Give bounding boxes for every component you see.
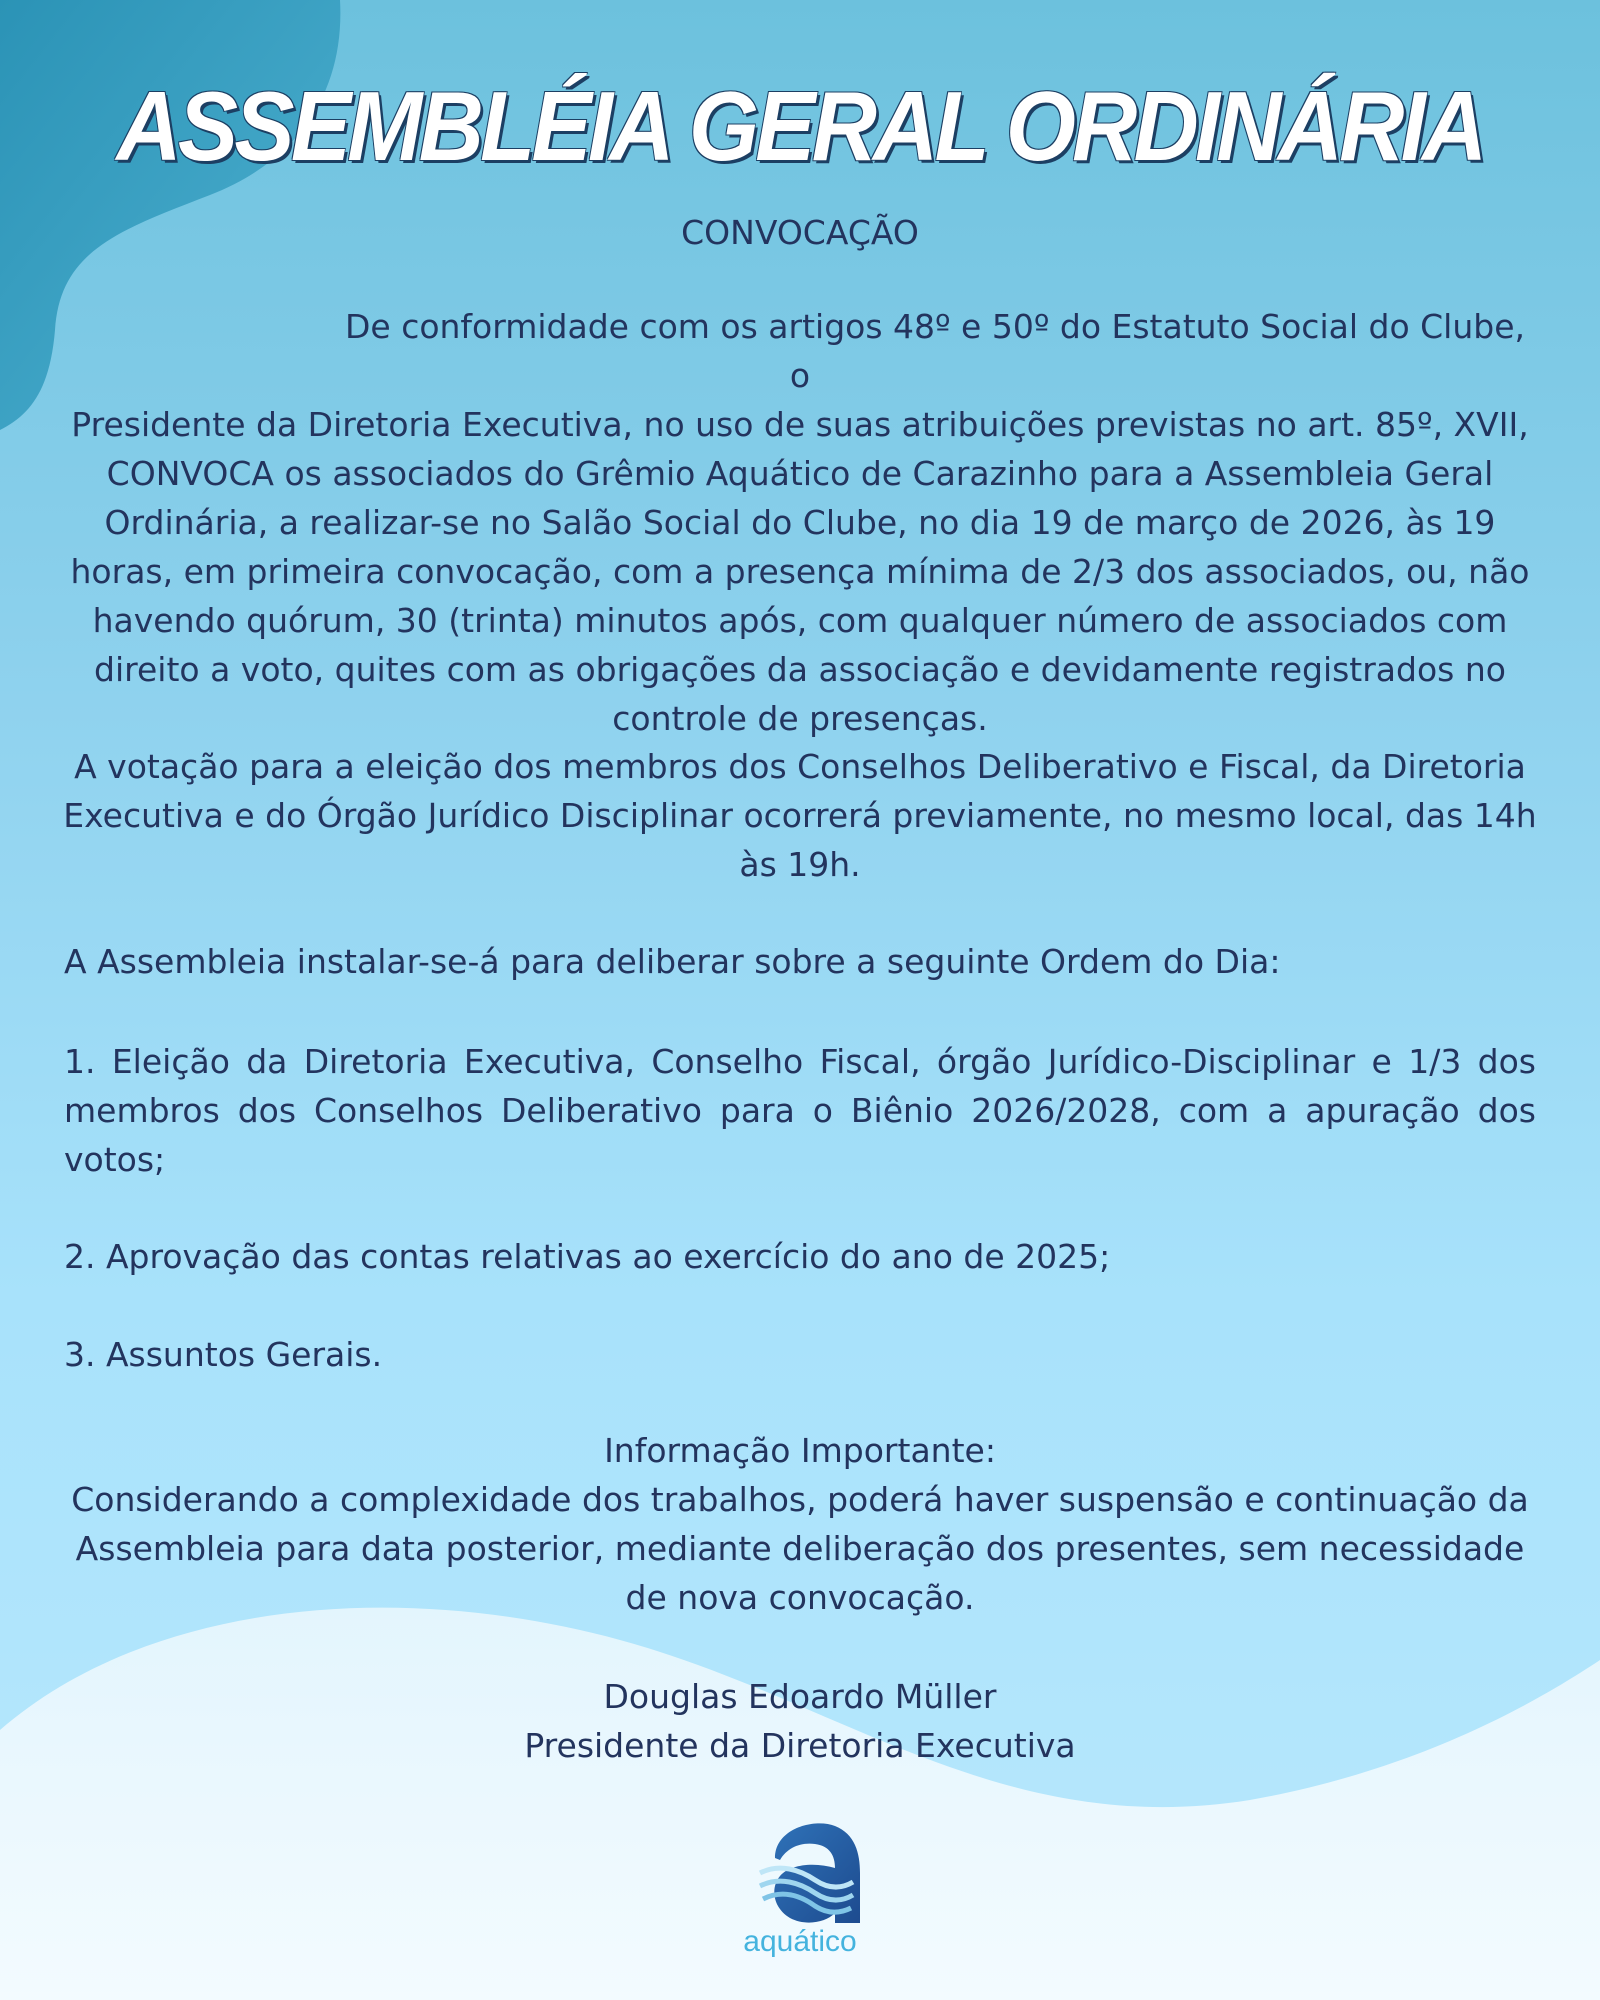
paragraph-line: CONVOCA os associados do Grêmio Aquático de Carazinho para a Assembleia Geral bbox=[106, 454, 1494, 493]
paragraph-line: controle de presenças. bbox=[612, 699, 988, 738]
page-title: ASSEMBLÉIA GERAL ORDINÁRIA bbox=[116, 71, 1484, 181]
signature-block bbox=[0, 1672, 1600, 1770]
paragraph-line: De conformidade com os artigos 48º e 50º do Estatuto Social do Clube, o bbox=[344, 307, 1525, 395]
paragraph-line: Presidente da Diretoria Executiva, no uso de suas atribuições previstas no art. 85º, XVII, bbox=[71, 405, 1529, 444]
signature-name: Douglas Edoardo Müller bbox=[603, 1677, 997, 1716]
subtitle: CONVOCAÇÃO bbox=[681, 213, 919, 252]
signature-role: Presidente da Diretoria Executiva bbox=[524, 1726, 1076, 1765]
info-title: Informação Importante: bbox=[604, 1431, 996, 1470]
important-info bbox=[60, 1426, 1540, 1622]
paragraph-line: Ordinária, a realizar-se no Salão Social do Clube, no dia 19 de março de 2026, às 19 bbox=[104, 503, 1496, 542]
voting-paragraph: A votação para a eleição dos membros dos Conselhos Deliberativo e Fiscal, da Diretoria Executiva e do Órgão Jurídico Disciplinar ocorrerá previamente, no mesmo local, das 14h às 19h. bbox=[63, 747, 1537, 884]
paragraph-line: havendo quórum, 30 (trinta) minutos após, com qualquer número de associados com bbox=[92, 601, 1508, 640]
aquatico-logo-icon bbox=[755, 1818, 875, 1928]
logo-text: aquático bbox=[743, 1925, 857, 1958]
info-text: Considerando a complexidade dos trabalhos, poderá haver suspensão e continuação da Assembleia para data posterior, mediante deliberação dos presentes, sem necessidade de nova convocação. bbox=[71, 1480, 1529, 1617]
convocation-paragraph bbox=[70, 302, 1530, 743]
paragraph-line: direito a voto, quites com as obrigações da associação e devidamente registrados no bbox=[94, 650, 1506, 689]
agenda-item: 2. Aprovação das contas relativas ao exercício do ano de 2025; bbox=[64, 1237, 1111, 1276]
agenda-item: 1. Eleição da Diretoria Executiva, Conselho Fiscal, órgão Jurídico-Disciplinar e 1/3 dos membros dos Conselhos Deliberativo para o Biênio 2026/2028, com a apuração dos votos; bbox=[64, 1042, 1536, 1179]
paragraph-line: horas, em primeira convocação, com a presença mínima de 2/3 dos associados, ou, não bbox=[70, 552, 1530, 591]
agenda-intro: A Assembleia instalar-se-á para deliberar sobre a seguinte Ordem do Dia: bbox=[64, 942, 1281, 981]
agenda-item: 3. Assuntos Gerais. bbox=[64, 1335, 383, 1374]
